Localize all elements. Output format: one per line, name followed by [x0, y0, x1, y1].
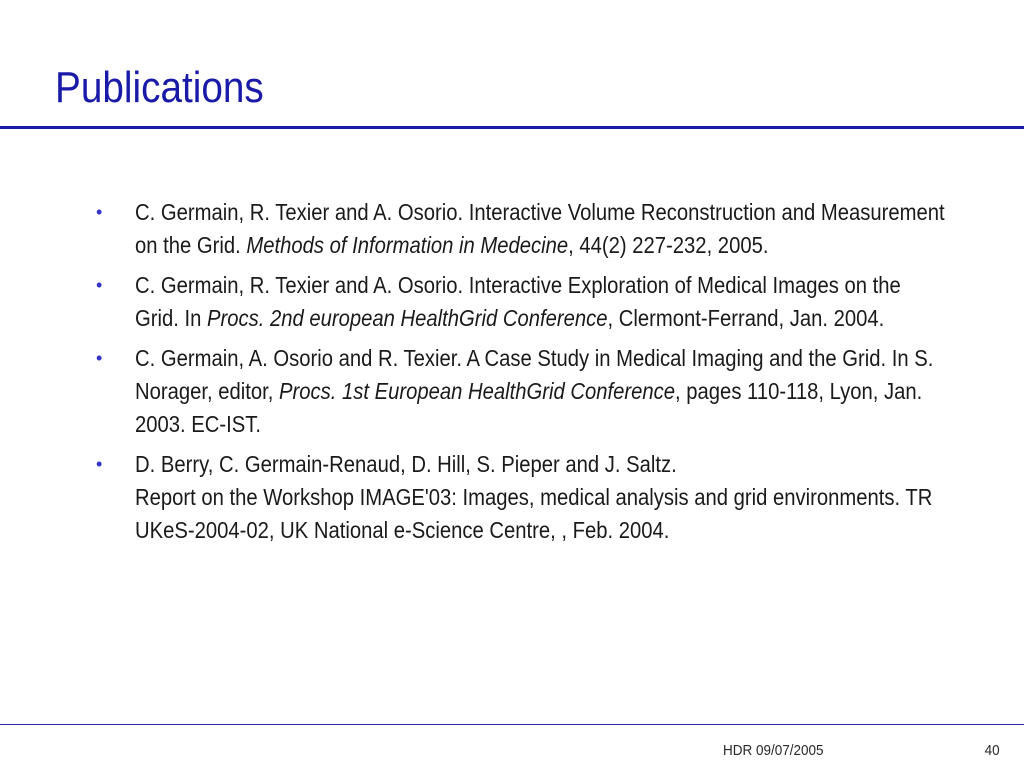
publication-item-4 — [96, 448, 996, 547]
publication-venue: Methods of Information in Medecine — [246, 232, 569, 258]
publication-item-1 — [96, 196, 996, 262]
publication-details: , Clermont-Ferrand, Jan. 2004. — [607, 305, 885, 331]
publication-text — [135, 269, 945, 335]
bullet-icon: • — [96, 202, 103, 222]
publication-report: Report on the Workshop IMAGE'03: Images, medical analysis and grid environments. TR UKeS-2004-02, UK National e-Science Centre, , Feb. 2004. — [135, 484, 933, 543]
publication-item-2 — [96, 269, 996, 335]
publication-venue: Procs. 1st European HealthGrid Conference — [279, 378, 676, 404]
publication-text — [135, 196, 945, 262]
publication-authors-title: C. Germain, R. Texier and A. Osorio. Interactive Volume Reconstruction and Measurement on the Grid. — [135, 199, 945, 258]
publication-text — [135, 342, 945, 441]
footer-date: HDR 09/07/2005 — [723, 742, 824, 759]
publication-list — [96, 196, 996, 554]
footer-divider — [0, 724, 1024, 725]
publication-item-3 — [96, 342, 996, 441]
publication-details: , pages 110-118, Lyon, Jan. 2003. EC-IST. — [135, 378, 923, 437]
slide-title: Publications — [55, 63, 264, 112]
publication-venue: Procs. 2nd european HealthGrid Conference — [206, 305, 608, 331]
bullet-icon: • — [96, 275, 103, 295]
publication-details: , 44(2) 227-232, 2005. — [568, 232, 769, 258]
publication-authors-title: C. Germain, R. Texier and A. Osorio. Interactive Exploration of Medical Images on the Grid. In — [135, 272, 901, 331]
page-number: 40 — [984, 742, 1000, 759]
publication-authors: D. Berry, C. Germain-Renaud, D. Hill, S. Pieper and J. Saltz. — [135, 451, 677, 477]
bullet-icon: • — [96, 454, 103, 474]
publication-text — [135, 448, 945, 547]
publication-authors-title: C. Germain, A. Osorio and R. Texier. A Case Study in Medical Imaging and the Grid. In S. Norager, editor, — [135, 345, 934, 404]
title-divider — [0, 126, 1024, 129]
bullet-icon: • — [96, 348, 103, 368]
